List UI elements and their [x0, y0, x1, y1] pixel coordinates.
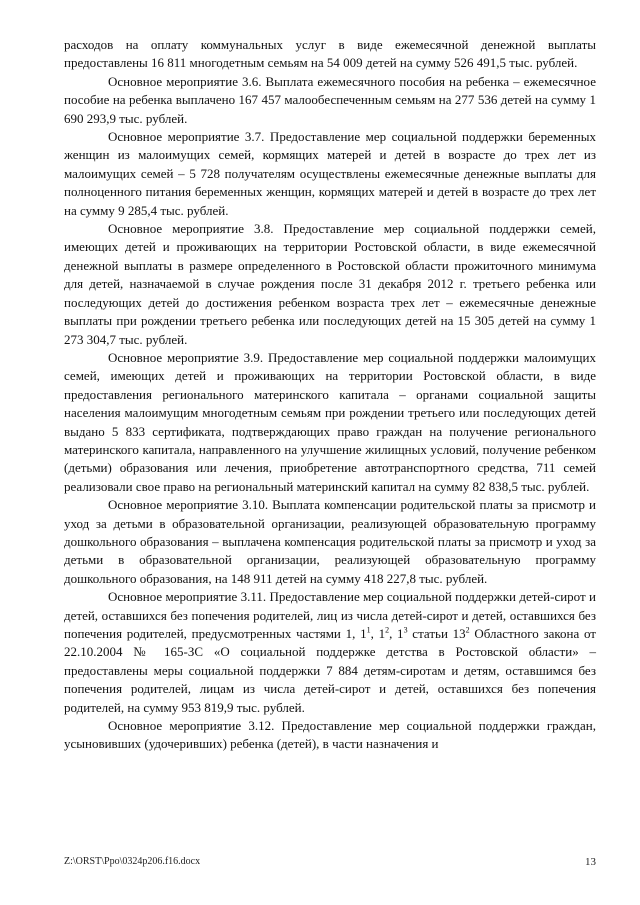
paragraph-measure-3-11-part-d: статьи 13	[407, 626, 466, 641]
paragraph-measure-3-12: Основное мероприятие 3.12. Предоставление мер социальной поддержки граждан, усыновивших (удочеривших) ребенка (детей), в части назначения и	[64, 718, 596, 752]
paragraph-measure-3-7: Основное мероприятие 3.7. Предоставление мер социальной поддержки беременных женщин из малоимущих семей, кормящих матерей и детей в возрасте до трех лет из малоимущих семей – 5 728 получателям осуществлены ежемесячные денежные выплаты для полноценного питания беременных женщин, кормящих матерей и детей в возрасте до трех лет на сумму 9 285,4 тыс. рублей.	[64, 129, 596, 218]
paragraph-measure-3-11-part-b: , 1	[370, 626, 386, 641]
paragraph-measure-3-11	[64, 588, 596, 717]
superscript: 3	[403, 625, 408, 635]
paragraph-measure-3-11-part-e: Областного закона от 22.10.2004 № 165-ЗС «О социальной поддержке детства в Ростовской области» – предоставлены меры социальной поддержки 7 884 детям-сиротам и детям, оставшимся без попечения родителей, лицам из числа детей-сирот и детей, оставшихся без попечения родителей, на сумму 953 819,9 тыс. рублей.	[64, 626, 596, 715]
document-body	[64, 36, 596, 754]
paragraph-measure-3-10: Основное мероприятие 3.10. Выплата компенсации родительской платы за присмотр и уход за детьми в образовательной организации, реализующей образовательную программу дошкольного образования – выплачена компенсация родительской платы за присмотр и уход за детьми в образовательной организации, реализующей образовательную программу дошкольного образования, на 148 911 детей на сумму 418 227,8 тыс. рублей.	[64, 497, 596, 586]
page-number: 13	[585, 856, 596, 868]
paragraph-measure-3-11-part-a: Основное мероприятие 3.11. Предоставление мер социальной поддержки детей-сирот и детей, оставшихся без попечения родителей, лиц из числа детей-сирот и детей, оставшихся без попечения родителей, предусмотренных частями 1, 1	[64, 589, 596, 641]
footer-file-path: Z:\ORST\Ppo\0324p206.f16.docx	[64, 856, 201, 867]
superscript: 1	[366, 625, 371, 635]
paragraph-continuation: расходов на оплату коммунальных услуг в виде ежемесячной денежной выплаты предоставлены 16 811 многодетным семьям на 54 009 детей на сумму 526 491,5 тыс. рублей.	[64, 37, 596, 71]
paragraph-measure-3-11-part-c: , 1	[389, 626, 404, 641]
superscript: 2	[465, 625, 470, 635]
superscript: 2	[385, 625, 390, 635]
paragraph-measure-3-6: Основное мероприятие 3.6. Выплата ежемесячного пособия на ребенка – ежемесячное пособие на ребенка выплачено 167 457 малообеспеченным семьям на 277 536 детей на сумму 1 690 293,9 тыс. рублей.	[64, 73, 596, 126]
paragraph-measure-3-8: Основное мероприятие 3.8. Предоставление мер социальной поддержки семей, имеющих детей и проживающих на территории Ростовской области, в виде ежемесячной денежной выплаты в размере определенного в Ростовской области прожиточного минимума для детей, назначаемой в случае рождения после 31 декабря 2012 г. третьего ребенка или последующих детей до достижения ребенком возраста трех лет – ежемесячные денежные выплаты при рождении третьего ребенка или последующих детей на 15 305 детей на сумму 1 273 304,7 тыс. рублей.	[64, 221, 596, 347]
paragraph-measure-3-9: Основное мероприятие 3.9. Предоставление мер социальной поддержки малоимущих семей, имеющих детей и проживающих на территории Ростовской области, в виде предоставления регионального материнского капитала – органами социальной защиты населения малоимущим многодетным семьям при рождении третьего или последующих детей выдано 5 833 сертификата, подтверждающих право граждан на получение регионального материнского капитала, направленного на улучшение жилищных условий, получение ребенком (детьми) образования или лечения, приобретение автотранспортного средства, 711 семей реализовали свое право на региональный материнский капитал на сумму 82 838,5 тыс. рублей.	[64, 349, 596, 494]
